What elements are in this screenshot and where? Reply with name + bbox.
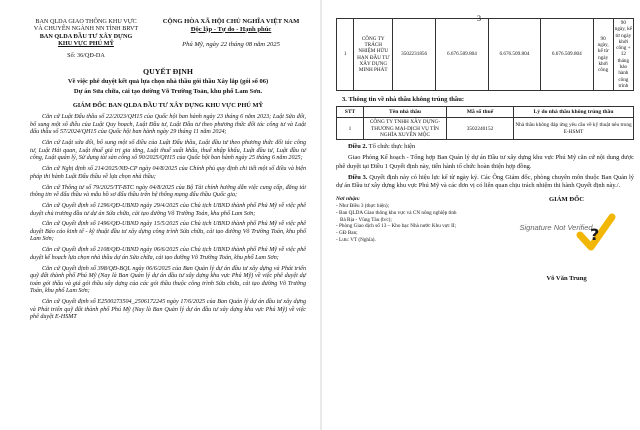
issuer: GIÁM ĐỐC BAN QLDA ĐẦU TƯ XÂY DỰNG KHU VỰC PHÚ MỸ — [72, 102, 264, 110]
signature-block — [499, 196, 634, 282]
table-cell: CÔNG TY TNHH XÂY DỰNG-THƯƠNG MẠI-DỊCH VỤ TÍN NGHĨA XUYÊN MỘC — [364, 118, 447, 140]
losing-bidder-table — [336, 106, 634, 140]
column-header: Tên nhà thầu — [364, 107, 447, 118]
decision-subject-2: Dự án Sửa chữa, cải tạo đường Võ Trường Toản, khu phố Lam Sơn. — [73, 87, 263, 95]
decision-title: QUYẾT ĐỊNH — [143, 67, 193, 77]
decision-subject-1: Về việc phê duyệt kết quả lựa chọn nhà thầu gói thầu Xây lắp (gói số 06) — [67, 78, 269, 86]
table-header-row — [337, 107, 634, 118]
org-line-1: BAN QLDA GIAO THÔNG KHU VỰC — [35, 18, 137, 25]
table-cell: 3502240152 — [447, 118, 514, 140]
article-3-text: Quyết định này có hiệu lực kể từ ngày ký. Các Ông Giám đốc, phòng chuyên môn thuộc Ban Quản lý dự án Đầu tư xây dựng khu vực Phú Mỹ và các đơn vị có liên quan chịu trách nhiệm thi hành Quyết định này./. — [336, 173, 634, 189]
legal-basis-item: Căn cứ Luật sửa đổi, bổ sung một số điều của Luật Đấu thầu, Luật đầu tư theo phương thức đối tác công tư, Luật Hải quan, Luật thuế giá trị gia tăng, Luật thuế xuất khẩu, thuế nhập khẩu, Luật đầu tư, Luật đầu tư công, Luật quản lý, Sử dụng tài sản công số 90/2025/QH15 của Quốc hội ban hành ngày 25 tháng 6 năm 2025; — [30, 140, 306, 162]
table-cell: CÔNG TY TRÁCH NHIỆM HỮU HẠN ĐẦU TƯ XÂY DỰNG MINH PHÁT — [354, 19, 393, 91]
recipients — [336, 196, 471, 282]
right-page — [322, 0, 640, 430]
table-cell: 90 ngày, kể từ ngày khởi công — [593, 19, 613, 91]
table-cell: 6.676.509.804 — [436, 19, 488, 91]
digital-signature-stamp — [512, 209, 622, 269]
legal-basis — [30, 114, 306, 322]
column-header: Mã số thuế — [447, 107, 514, 118]
recipient-item: - Như Điều 3 (thực hiện); — [336, 202, 390, 209]
table-cell: 3502231856 — [393, 19, 436, 91]
page-number: 3 — [477, 14, 481, 23]
legal-basis-item: Căn cứ Quyết định số 2108/QĐ-UBND ngày 06/6/2025 của Chủ tịch UBND thành phố Phú Mỹ về việc phê duyệt kế hoạch lựa chọn nhà thầu dự án Sửa chữa, cải tạo đường Võ Trường Toản, khu phố Lam Sơn; — [30, 247, 306, 261]
motto: Độc lập - Tự do - Hạnh phúc — [190, 25, 272, 33]
article-2-label: Điều 2. — [348, 143, 368, 151]
recipient-item: Bà Rịa - Vũng Tàu (b/c); — [340, 216, 392, 223]
recipient-item: - Ban QLDA Giao thông khu vực và CN nông nghiệp tỉnh — [336, 209, 457, 216]
svg-text:?: ? — [589, 225, 599, 245]
legal-basis-item: Căn cứ Luật Đấu thầu số 22/2023/QH15 của Quốc hội ban hành ngày 23 tháng 6 năm 2023; Luật Sửa đổi, bổ sung một số điều của Luật Quy hoạch, Luật Đầu tư, Luật Đầu tư theo phương thức đối tác công tư và Luật đấu thầu số 57/2024/QH15 của Quốc hội ban hành ngày 29 tháng 11 năm 2024; — [30, 114, 306, 136]
legal-basis-item: Căn cứ Nghị định số 214/2025/NĐ-CP ngày 04/8/2025 của Chính phủ quy định chi tiết một số điều và biện pháp thi hành Luật Đấu thầu về lựa chọn nhà thầu; — [30, 166, 306, 180]
signer-role: GIÁM ĐỐC — [549, 196, 584, 204]
legal-basis-item: Căn cứ Thông tư số 79/2025/TT-BTC ngày 04/8/2025 của Bộ Tài chính hướng dẫn việc cung cấp, đăng tải thông tin về đấu thầu và mẫu hồ sơ đấu thầu trên hệ thống mạng đấu thầu Quốc gia; — [30, 184, 306, 199]
article-3 — [336, 174, 634, 190]
org-line-4: KHU VỰC PHÚ MỸ — [58, 40, 114, 48]
document-number: Số: 36/QĐ-DA — [67, 51, 105, 59]
recipient-item: - Phòng Giao dịch số 13 – Kho bạc Nhà nước Khu vực II; — [336, 223, 457, 230]
table-row — [337, 19, 634, 91]
winning-bidder-table — [336, 18, 634, 91]
recipient-item: - GĐ Ban; — [336, 230, 358, 237]
document-date: Phú Mỹ, ngày 22 tháng 08 năm 2025 — [182, 41, 280, 49]
nation-name: CỘNG HÒA XÃ HỘI CHỦ NGHĨA VIỆT NAM — [162, 18, 300, 25]
table-row — [337, 118, 634, 140]
article-2 — [336, 143, 634, 151]
legal-basis-item: Căn cứ Quyết định số 1496/QĐ-UBND ngày 15/5/2025 của Chủ tịch UBND thành phố Phú Mỹ về việc phê duyệt Báo cáo kinh tế - kỹ thuật đầu tư xây dựng công trình Sửa chữa, cải tạo đường Võ Trường Toản, khu phố Lam Sơn; — [30, 221, 306, 243]
footer-block — [336, 196, 634, 282]
table-cell: 6.676.509.804 — [541, 19, 593, 91]
article-2-text: Tổ chức thực hiện — [368, 143, 416, 151]
table-cell: 6.676.509.804 — [488, 19, 540, 91]
check-mark-icon — [576, 213, 616, 255]
article-3-label: Điều 3. — [348, 173, 368, 181]
org-line-3: BAN QLDA ĐẦU TƯ XÂY DỰNG — [39, 32, 133, 40]
table-cell: Nhà thầu không đáp ứng yêu cầu về kỹ thuật nêu trong E-HSMT — [514, 118, 634, 140]
document-header — [30, 18, 306, 59]
issuing-organization — [30, 18, 142, 59]
table-cell: 90 ngày, kể từ ngày khởi công + 12 tháng bảo hành công trình — [614, 20, 632, 89]
recipient-item: - Lưu: VT (Nghĩa). — [336, 236, 376, 243]
article-2-body: Giao Phòng Kế hoạch - Tổng hợp Ban Quản lý dự án Đầu tư xây dựng khu vực Phú Mỹ căn cứ nội dung được phê duyệt tại Điều 1 Quyết định này, tiến hành tổ chức hoàn thiện hợp đồng. — [336, 154, 634, 170]
legal-basis-item: Căn cứ Quyết định số 1296/QĐ-UBND ngày 29/4/2025 của Chủ tịch UBND thành phố Phú Mỹ về việc phê duyệt chủ trương đầu tư dự án Sửa chữa, cải tạo đường Võ Trường Toản, khu phố Lam Sơn; — [30, 202, 306, 217]
column-header: STT — [337, 107, 364, 118]
legal-basis-item: Căn cứ Quyết định số 398/QĐ-BQL ngày 06/6/2025 của Ban Quản lý dự án đầu tư xây dựng và Phát triển quỹ đất thành phố Phú Mỹ (Nay là Ban Quản lý dự án đầu tư xây dựng khu vực Phú Mỹ) về việc phê duyệt dự toán gói thầu và giá gói thầu xây dựng của các gói thầu thuộc công trình Sửa chữa, cải tạo đường Võ Trường Toản, khu phố Lam Sơn; — [30, 265, 306, 295]
national-header — [156, 18, 306, 59]
legal-basis-item: Căn cứ Quyết định số E2500273504_2506172245 ngày 17/6/2025 của Ban Quản lý dự án đầu tư xây dựng và Phát triển quỹ đất thành phố Phú Mỹ (Nay là Ban Quản lý dự án đầu tư xây dựng khu vực Phú Mỹ) về việc phê duyệt E-HSMT — [30, 299, 306, 321]
column-header: Lý do nhà thầu không trúng thầu — [514, 107, 634, 118]
table-cell: 1 — [337, 118, 364, 140]
table-cell: 1 — [337, 19, 354, 91]
section-3-heading: 3. Thông tin về nhà thầu không trúng thầu: — [342, 96, 465, 104]
org-line-2: VÀ CHUYÊN NGÀNH NN TỈNH BRVT — [33, 25, 139, 33]
signer-name: Võ Văn Trung — [546, 275, 587, 283]
recipients-heading: Nơi nhận: — [336, 196, 360, 203]
signature-status: Signature Not Verified — [519, 223, 593, 233]
